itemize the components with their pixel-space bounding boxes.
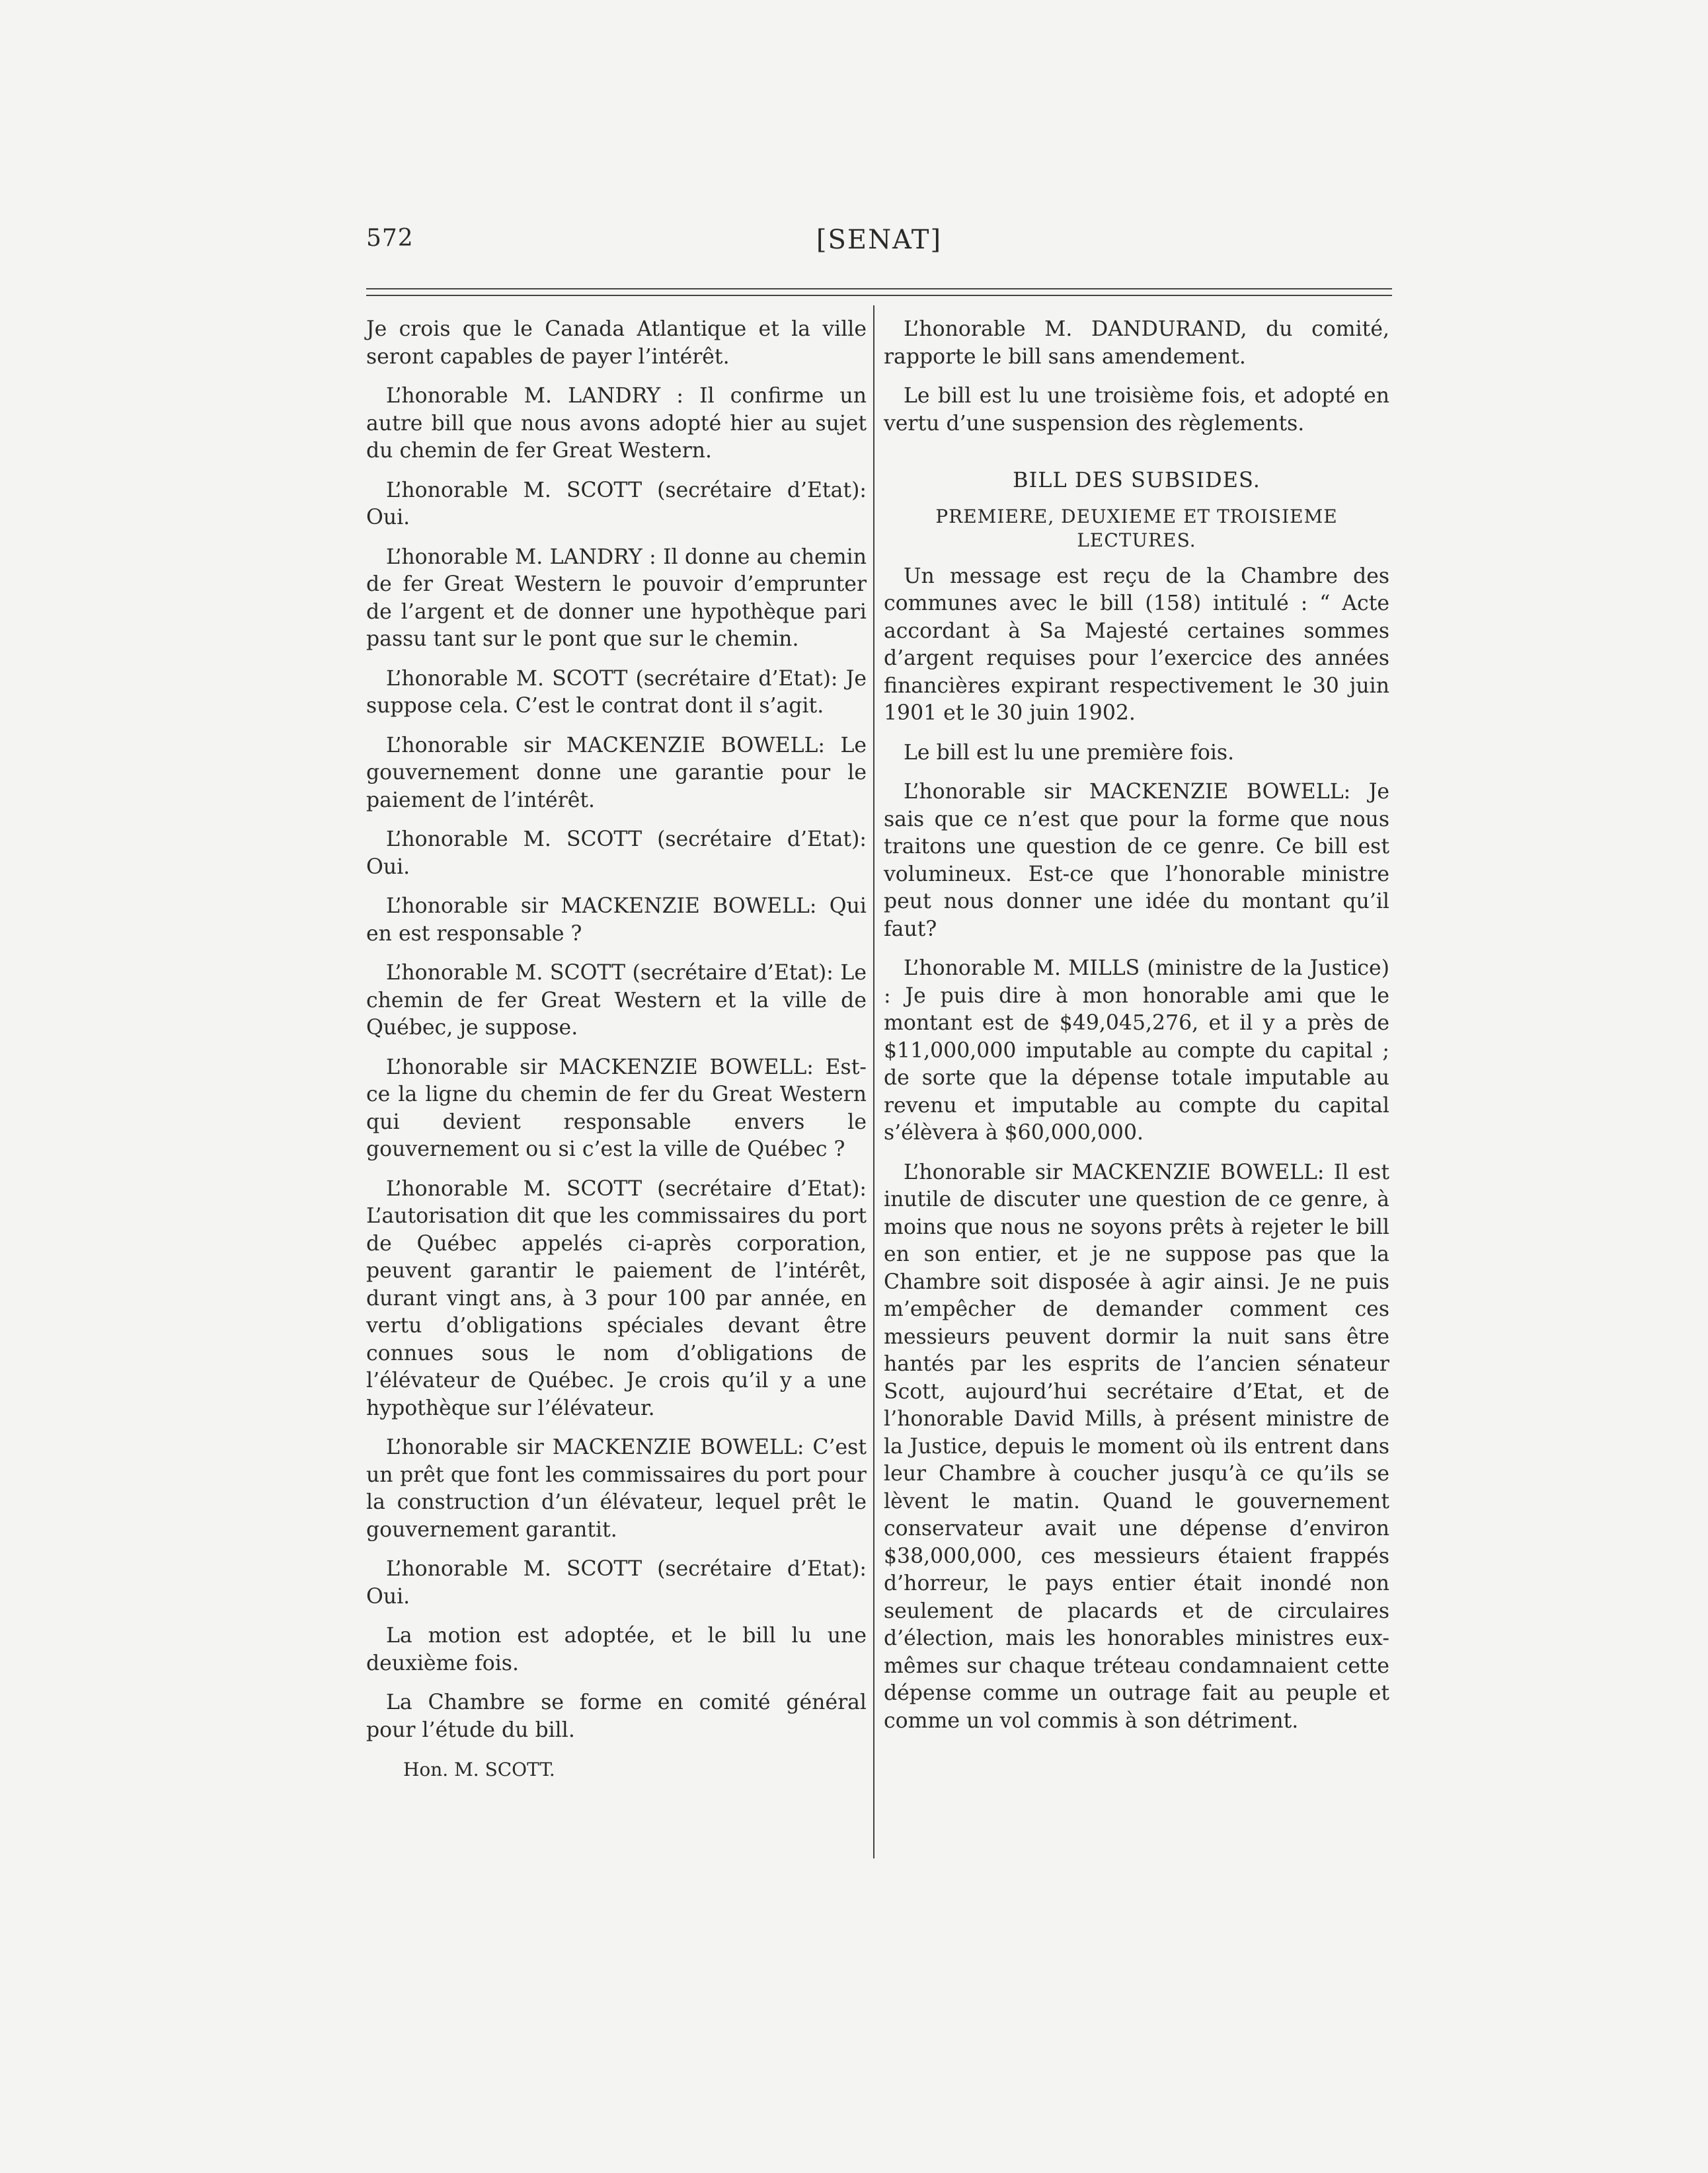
paragraph: L’honorable M. SCOTT (secrétaire d’Etat): Oui. — [366, 827, 867, 879]
section-heading: BILL DES SUBSIDES. — [1013, 467, 1261, 492]
paragraph: La motion est adoptée, et le bill lu une deuxième fois. — [366, 1624, 867, 1675]
left-column — [366, 316, 867, 1796]
paragraph: L’honorable M. LANDRY : Il confirme un autre bill que nous avons adopté hier au sujet du chemin de fer Great Western. — [366, 384, 867, 463]
speaker-footer: Hon. M. SCOTT. — [403, 1759, 555, 1780]
paragraph: L’honorable M. DANDURAND, du comité, rapporte le bill sans amendement. — [884, 317, 1389, 369]
paragraph: L’honorable sir MACKENZIE BOWELL: Je sais que ce n’est que pour la forme que nous traitons une question de ce genre. Ce bill est volumineux. Est-ce que l’honorable ministre peut nous donner une idée du montant qu’il faut? — [884, 780, 1389, 941]
paragraph: Le bill est lu une première fois. — [904, 740, 1235, 765]
paragraph: L’honorable sir MACKENZIE BOWELL: C’est un prêt que font les commissaires du port pour la construction d’un élévateur, lequel prêt le gouvernement garantit. — [366, 1435, 867, 1542]
paragraph: L’honorable M. SCOTT (secrétaire d’Etat): Le chemin de fer Great Western et la ville de Québec, je suppose. — [366, 961, 867, 1040]
paragraph: L’honorable sir MACKENZIE BOWELL: Il est inutile de discuter une question de ce genre, à moins que nous ne soyons prêts à rejeter le bill en son entier, et je ne suppose pas que la Chambre soit disposée à agir ainsi. Je ne puis m’empêcher de demander comment ces messieurs peuvent dormir la nuit sans être hantés par les esprits de l’ancien sénateur Scott, aujourd’hui secrétaire d’Etat, et de l’honorable David Mills, à présent ministre de la Justice, depuis le moment où ils entrent dans leur Chambre à coucher jusqu’à ce qu’ils se lèvent le matin. Quand le gouvernement conservateur avait une dépense d’environ $38,000,000, ces messieurs étaient frappés d’horreur, le pays entier était inondé non seulement de placards et de circulaires d’élection, mais les honorables ministres eux-mêmes sur chaque tréteau condamnaient cette dépense comme un outrage fait au peuple et comme un vol commis à son détriment. — [884, 1160, 1389, 1733]
paragraph: L’honorable M. SCOTT (secrétaire d’Etat): L’autorisation dit que les commissaires du port de Québec appelés ci-après corporation, peuvent garantir le paiement de l’intérêt, durant vingt ans, à 3 pour 100 par année, en vertu d’obligations spéciales devant être connues sous le nom d’obligations de l’élévateur de Québec. Je crois qu’il y a une hypothèque sur l’élévateur. — [366, 1176, 867, 1420]
paragraph: L’honorable M. SCOTT (secrétaire d’Etat): Oui. — [366, 478, 867, 529]
paragraph: L’honorable sir MACKENZIE BOWELL: Est-ce la ligne du chemin de fer du Great Western qui devient responsable envers le gouvernement ou si c’est la ville de Québec ? — [366, 1055, 867, 1161]
column-divider — [873, 305, 874, 1858]
paragraph: L’honorable sir MACKENZIE BOWELL: Le gouvernement donne une garantie pour le paiement de l’intérêt. — [366, 733, 867, 812]
paragraph: Je crois que le Canada Atlantique et la ville seront capables de payer l’intérêt. — [366, 317, 867, 369]
paragraph: Un message est reçu de la Chambre des communes avec le bill (158) intitulé : “ Acte accordant à Sa Majesté certaines sommes d’argent requises pour l’exercice des années financières expirant respectivement le 30 juin 1901 et le 30 juin 1902. — [884, 564, 1389, 725]
page-number: 572 — [366, 225, 414, 252]
section-subheading: PREMIERE, DEUXIEME ET TROISIEME LECTURES. — [935, 505, 1338, 551]
paragraph: L’honorable M. LANDRY : Il donne au chemin de fer Great Western le pouvoir d’emprunter de l’argent et de donner une hypothèque pari passu tant sur le pont que sur le chemin. — [366, 545, 867, 651]
paragraph: L’honorable M. SCOTT (secrétaire d’Etat): Je suppose cela. C’est le contrat dont il s’agit. — [366, 666, 867, 718]
header-rule-bottom — [366, 295, 1392, 296]
paragraph: La Chambre se forme en comité général pour l’étude du bill. — [366, 1691, 867, 1742]
paragraph: L’honorable M. SCOTT (secrétaire d’Etat): Oui. — [366, 1557, 867, 1609]
running-head: [SENAT] — [816, 225, 943, 255]
paragraph: L’honorable sir MACKENZIE BOWELL: Qui en est responsable ? — [366, 894, 867, 946]
paragraph: L’honorable M. MILLS (ministre de la Justice) : Je puis dire à mon honorable ami que le montant est de $49,045,276, et il y a près de $11,000,000 imputable au compte du capital ; de sorte que la dépense totale imputable au revenu et imputable au compte du capital s’élèvera à $60,000,000. — [884, 956, 1389, 1145]
header-rule-top — [366, 288, 1392, 289]
paragraph: Le bill est lu une troisième fois, et adopté en vertu d’une suspension des règlements. — [884, 384, 1389, 436]
page-header — [366, 225, 1392, 264]
right-column — [884, 316, 1389, 1747]
